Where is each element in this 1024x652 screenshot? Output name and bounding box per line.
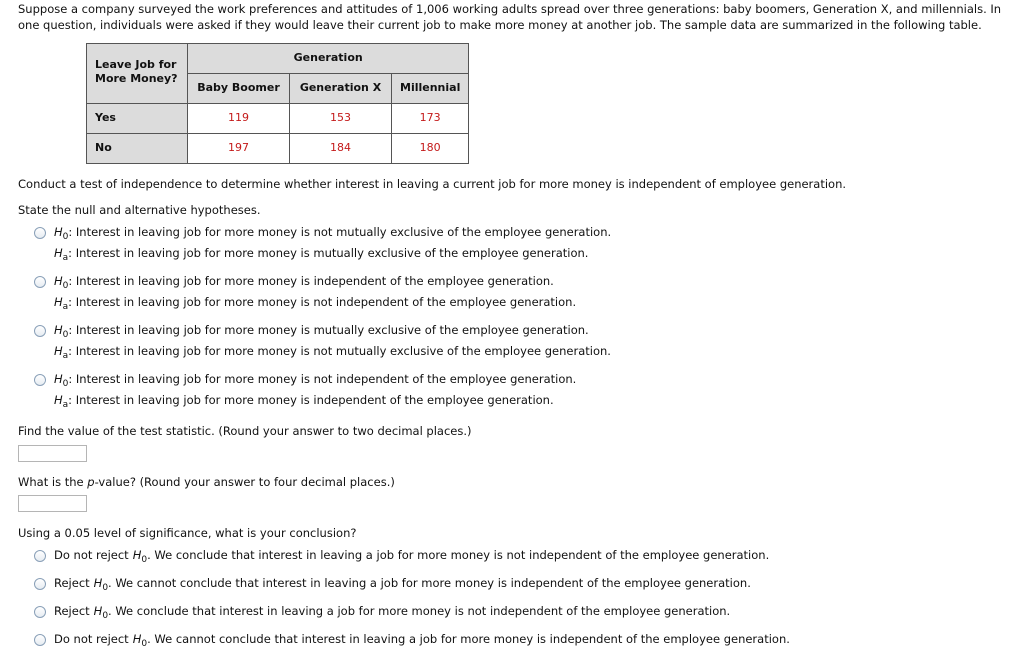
table-cell: 184: [290, 134, 392, 164]
conclusion-option[interactable]: Do not reject $H_0$ . We cannot conclude that interest in leaving a job for more money is independent of the employee generation.: [34, 629, 790, 650]
column-header: Baby Boomer: [188, 74, 290, 104]
h0-symbol: $H_0$: [54, 322, 69, 340]
hypothesis-option[interactable]: [34, 222, 611, 264]
table-cell: 180: [392, 134, 469, 164]
radio-button[interactable]: [34, 325, 46, 337]
problem-intro: Suppose a company surveyed the work preferences and attitudes of 1,006 working adults spread over three generations: baby boomers, Generation X, and millennials. In one question, individuals were asked if they would leave their current job to make more money at another job. The sample data are summarized in the following table.: [18, 2, 1002, 32]
table-cell: 173: [392, 104, 469, 134]
ha-text: : Interest in leaving job for more money is not mutually exclusive of the employee generation.: [68, 343, 611, 358]
radio-button[interactable]: [34, 634, 46, 646]
h0-symbol: $H_0$: [54, 273, 69, 291]
radio-button[interactable]: [34, 374, 46, 386]
test-statistic-prompt: Find the value of the test statistic. (Round your answer to two decimal places.): [18, 424, 472, 438]
radio-button[interactable]: [34, 606, 46, 618]
conclusion-option[interactable]: Reject $H_0$ . We cannot conclude that interest in leaving a job for more money is independent of the employee generation.: [34, 573, 751, 594]
ha-symbol: $H_a$: [54, 245, 69, 263]
conclusion-prompt: Using a 0.05 level of significance, what is your conclusion?: [18, 526, 357, 540]
h0-symbol: $H_0$: [93, 603, 109, 621]
table-row: [87, 134, 469, 164]
hypothesis-option[interactable]: [34, 369, 576, 411]
table-row: [87, 104, 469, 134]
radio-button[interactable]: [34, 550, 46, 562]
h0-text: : Interest in leaving job for more money is not mutually exclusive of the employee generation.: [68, 224, 612, 239]
ha-symbol: $H_a$: [54, 392, 69, 410]
radio-button[interactable]: [34, 227, 46, 239]
h0-symbol: $H_0$: [132, 547, 148, 565]
h0-text: : Interest in leaving job for more money is not independent of the employee generation.: [68, 371, 577, 386]
data-table: [86, 43, 469, 164]
table-cell: 197: [188, 134, 290, 164]
radio-button[interactable]: [34, 276, 46, 288]
column-header: Generation X: [290, 74, 392, 104]
h0-symbol: $H_0$: [132, 631, 148, 649]
ha-text: : Interest in leaving job for more money is mutually exclusive of the employee generation.: [68, 245, 589, 260]
hypotheses-prompt: State the null and alternative hypotheses.: [18, 203, 261, 217]
hypothesis-option[interactable]: [34, 271, 576, 313]
table-cell: 153: [290, 104, 392, 134]
conclusion-option[interactable]: Do not reject $H_0$ . We conclude that interest in leaving a job for more money is not independent of the employee generation.: [34, 545, 769, 566]
ha-symbol: $H_a$: [54, 343, 69, 361]
h0-text: : Interest in leaving job for more money is independent of the employee generation.: [68, 273, 554, 288]
h0-text: : Interest in leaving job for more money is mutually exclusive of the employee generation.: [68, 322, 589, 337]
row-label: No: [87, 134, 188, 164]
table-corner-label: Leave Job for More Money?: [87, 44, 188, 104]
p-value-input[interactable]: [18, 495, 87, 512]
hypothesis-option[interactable]: [34, 320, 611, 362]
task-text: Conduct a test of independence to determine whether interest in leaving a current job for more money is independent of employee generation.: [18, 177, 847, 191]
h0-symbol: $H_0$: [54, 224, 69, 242]
ha-text: : Interest in leaving job for more money is not independent of the employee generation.: [68, 294, 577, 309]
generation-header: Generation: [188, 44, 469, 74]
ha-symbol: $H_a$: [54, 294, 69, 312]
p-value-prompt: What is the p-value? (Round your answer to four decimal places.): [18, 475, 395, 489]
row-label: Yes: [87, 104, 188, 134]
column-header: Millennial: [392, 74, 469, 104]
radio-button[interactable]: [34, 578, 46, 590]
h0-symbol: $H_0$: [54, 371, 69, 389]
test-statistic-input[interactable]: [18, 445, 87, 462]
h0-symbol: $H_0$: [93, 575, 109, 593]
ha-text: : Interest in leaving job for more money is independent of the employee generation.: [68, 392, 554, 407]
table-cell: 119: [188, 104, 290, 134]
conclusion-option[interactable]: Reject $H_0$ . We conclude that interest in leaving a job for more money is not independent of the employee generation.: [34, 601, 730, 622]
